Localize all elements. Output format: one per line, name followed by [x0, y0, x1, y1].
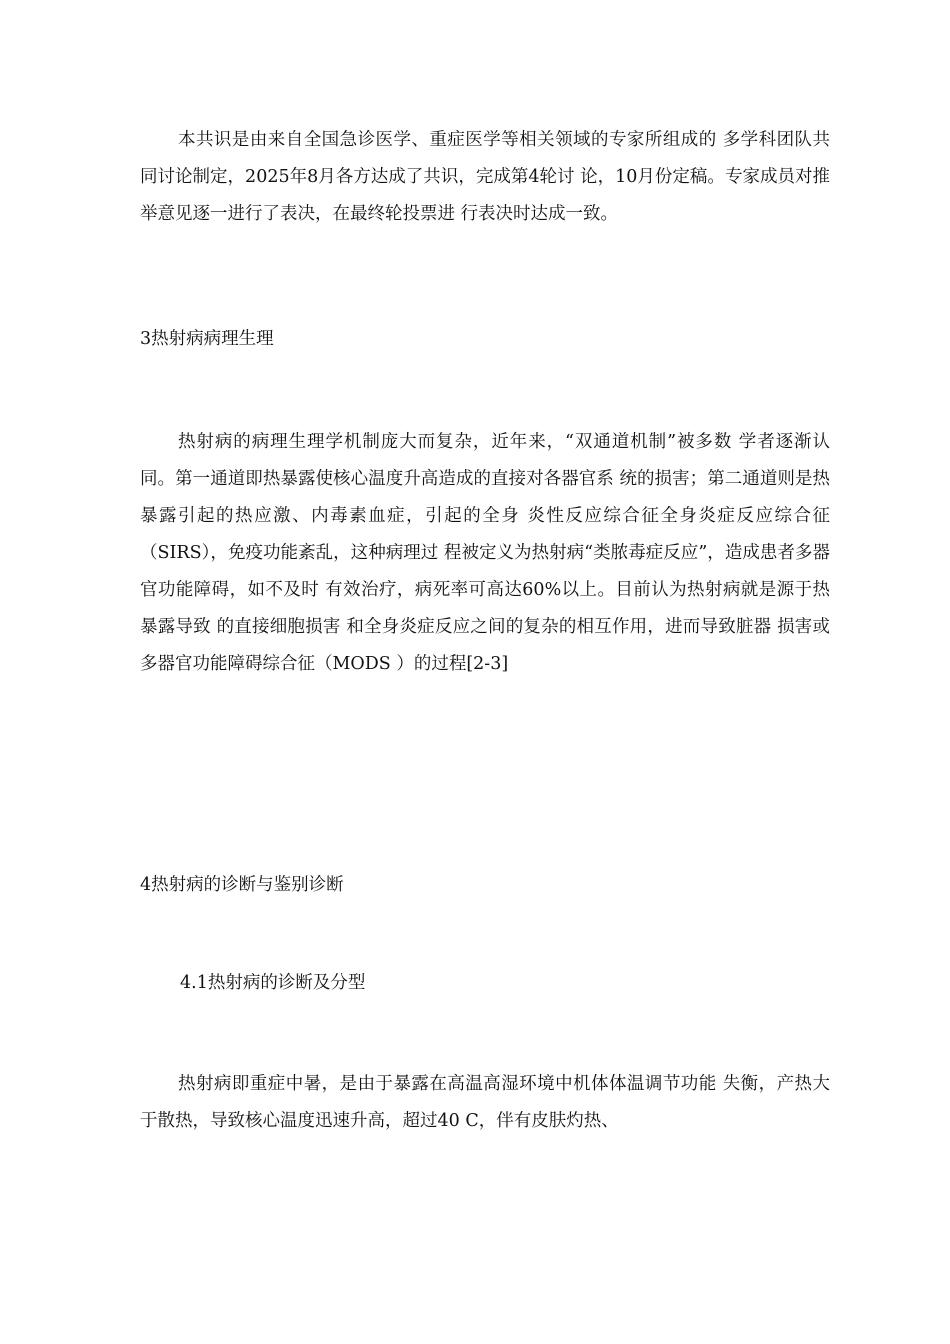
section-heading-4: 4热射病的诊断与鉴别诊断: [140, 875, 344, 895]
section-heading-3: 3热射病病理生理: [140, 329, 274, 349]
subsection-heading-4-1: 4.1热射病的诊断及分型: [180, 973, 366, 993]
paragraph-pathophysiology: 热射病的病理生理学机制庞大而复杂，近年来，“双通道机制”被多数 学者逐渐认同。第一通道即热暴露使核心温度升高造成的直接对各器官系 统的损害；第二通道则是热暴露引起的热应激、内毒素血症，引起的全身 炎性反应综合征全身炎症反应综合征（SIRS），免疫功能紊乱，这种病理过 程被定义为热射病“类脓毒症反应”，造成患者多器官功能障碍，如不及时 有效治疗，病死率可高达60%以上。目前认为热射病就是源于热暴露导致 的直接细胞损害 和全身炎症反应之间的复杂的相互作用，进而导致脏器 损害或多器官功能障碍综合征（MODS ）的过程[2-3]: [140, 432, 830, 674]
paragraph-diagnosis: 热射病即重症中暑，是由于暴露在高温高湿环境中机体体温调节功能 失衡，产热大于散热，导致核心温度迅速升高，超过40 C，伴有皮肤灼热、: [140, 1074, 830, 1131]
paragraph-consensus: 本共识是由来自全国急诊医学、重症医学等相关领域的专家所组成的 多学科团队共同讨论制定，2025年8月各方达成了共识，完成第4轮讨 论，10月份定稿。专家成员对推举意见逐一进行了表决，在最终轮投票进 行表决时达成一致。: [140, 130, 830, 224]
